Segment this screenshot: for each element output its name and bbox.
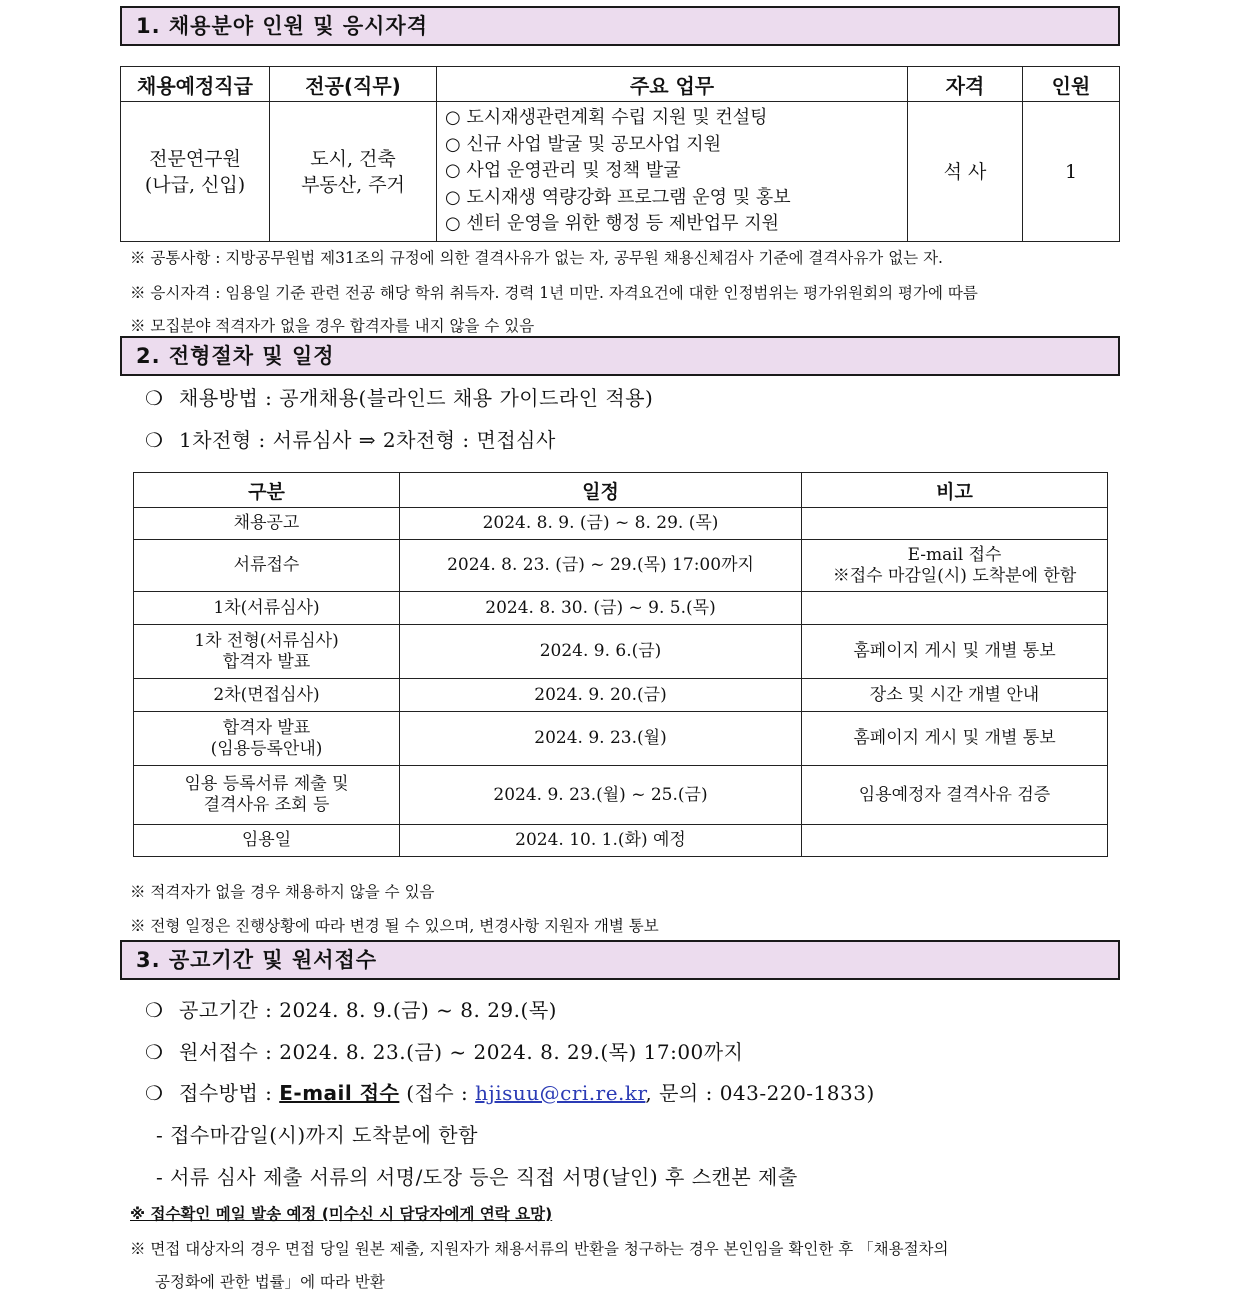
- duty-item: ○ 사업 운영관리 및 정책 발굴: [445, 160, 681, 182]
- bullet-circle-icon: ❍: [145, 1040, 164, 1064]
- table-header-row: [134, 473, 1108, 508]
- qualification-cell: 석 사: [908, 102, 1023, 242]
- header-qualification: 자격: [908, 67, 1023, 102]
- remarks-cell: 홈페이지 게시 및 개별 통보: [802, 712, 1108, 766]
- method-close: , 문의 : 043-220-1833): [645, 1081, 875, 1105]
- schedule-cell: 2024. 10. 1.(화) 예정: [400, 825, 802, 857]
- category-cell: 임용 등록서류 제출 및 결격사유 조회 등: [134, 766, 400, 825]
- duty-item: ○ 센터 운영을 위한 행정 등 제반업무 지원: [445, 213, 779, 235]
- major-line1: 도시, 건축: [310, 147, 396, 170]
- common-requirement-note: ※ 공통사항 : 지방공무원법 제31조의 규정에 의한 결격사유가 없는 자, 공무원 채용신체검사 기준에 결격사유가 없는 자.: [130, 249, 943, 267]
- major-cell: [270, 102, 437, 242]
- method-bullet: [145, 382, 653, 411]
- bullet-text: 1차전형 : 서류심사 ⇒ 2차전형 : 면접심사: [179, 428, 556, 452]
- schedule-cell: 2024. 8. 30. (금) ~ 9. 5.(목): [400, 592, 802, 625]
- schedule-cell: 2024. 9. 6.(금): [400, 625, 802, 679]
- duty-item: ○ 도시재생 역량강화 프로그램 운영 및 홍보: [445, 186, 791, 208]
- method-prefix: 접수방법 :: [179, 1081, 280, 1105]
- category-cell: 채용공고: [134, 508, 400, 540]
- table-row: [121, 102, 1120, 242]
- header-major: 전공(직무): [270, 67, 437, 102]
- bullet-circle-icon: ❍: [145, 428, 164, 452]
- document-return-note-line1: ※ 면접 대상자의 경우 면접 당일 원본 제출, 지원자가 채용서류의 반환을 청구하는 경우 본인임을 확인한 후 「채용절차의: [130, 1240, 949, 1258]
- recruitment-table: [120, 66, 1120, 242]
- document-return-note-line2: 공정화에 관한 법률」에 따라 반환: [155, 1273, 385, 1291]
- grade-line2: (나급, 신입): [144, 173, 246, 196]
- category-cell: 1차 전형(서류심사) 합격자 발표: [134, 625, 400, 679]
- bullet-circle-icon: ❍: [145, 998, 164, 1022]
- header-schedule: 일정: [400, 473, 802, 508]
- remarks-cell: 장소 및 시간 개별 안내: [802, 679, 1108, 712]
- receipt-bullet: [145, 1036, 743, 1065]
- bullet-text: 채용방법 : 공개채용(블라인드 채용 가이드라인 적용): [179, 386, 654, 410]
- header-grade: 채용예정직급: [121, 67, 270, 102]
- category-cell: 1차(서류심사): [134, 592, 400, 625]
- table-header-row: [121, 67, 1120, 102]
- table-row: [134, 679, 1108, 712]
- grade-cell: [121, 102, 270, 242]
- duty-item: ○ 신규 사업 발굴 및 공모사업 지원: [445, 133, 722, 155]
- period-bullet: [145, 994, 557, 1023]
- table-row: [134, 825, 1108, 857]
- major-line2: 부동산, 주거: [301, 173, 405, 196]
- email-link[interactable]: hjisuu@cri.re.kr: [475, 1081, 646, 1105]
- category-cell: 2차(면접심사): [134, 679, 400, 712]
- section1-title: 1. 채용분야 인원 및 응시자격: [120, 6, 1120, 46]
- grade-line1: 전문연구원: [149, 147, 241, 170]
- schedule-change-note: ※ 전형 일정은 진행상황에 따라 변경 될 수 있으며, 변경사항 지원자 개별 통보: [130, 917, 659, 935]
- method-open: (접수 :: [399, 1081, 476, 1105]
- signature-sub-item: - 서류 심사 제출 서류의 서명/도장 등은 직접 서명(날인) 후 스캔본 제출: [156, 1165, 798, 1189]
- remarks-cell: [802, 592, 1108, 625]
- table-row: [134, 712, 1108, 766]
- header-duties: 주요 업무: [437, 67, 908, 102]
- schedule-cell: 2024. 8. 23. (금) ~ 29.(목) 17:00까지: [400, 540, 802, 592]
- process-bullet: [145, 424, 556, 453]
- bullet-circle-icon: ❍: [145, 386, 164, 410]
- header-remarks: 비고: [802, 473, 1108, 508]
- schedule-cell: 2024. 9. 23.(월): [400, 712, 802, 766]
- remarks-cell: [802, 825, 1108, 857]
- bullet-text: 공고기간 : 2024. 8. 9.(금) ~ 8. 29.(목): [179, 998, 557, 1022]
- header-count: 인원: [1023, 67, 1120, 102]
- confirmation-mail-note: ※ 접수확인 메일 발송 예정 (미수신 시 담당자에게 연락 요망): [130, 1205, 553, 1223]
- remarks-cell: [802, 508, 1108, 540]
- schedule-cell: 2024. 8. 9. (금) ~ 8. 29. (목): [400, 508, 802, 540]
- category-cell: 임용일: [134, 825, 400, 857]
- header-category: 구분: [134, 473, 400, 508]
- no-candidate-note: ※ 모집분야 적격자가 없을 경우 합격자를 내지 않을 수 있음: [130, 317, 535, 335]
- table-row: [134, 766, 1108, 825]
- category-cell: 서류접수: [134, 540, 400, 592]
- table-row: [134, 508, 1108, 540]
- deadline-sub-item: - 접수마감일(시)까지 도착분에 한함: [156, 1123, 478, 1147]
- table-row: [134, 625, 1108, 679]
- bullet-text: 원서접수 : 2024. 8. 23.(금) ~ 2024. 8. 29.(목) 17:00까지: [179, 1040, 744, 1064]
- email-receipt-emphasis: E-mail 접수: [279, 1081, 400, 1105]
- schedule-cell: 2024. 9. 20.(금): [400, 679, 802, 712]
- method-bullet-line: [145, 1077, 875, 1106]
- section2-title: 2. 전형절차 및 일정: [120, 336, 1120, 376]
- remarks-cell: E-mail 접수 ※접수 마감일(시) 도착분에 한함: [802, 540, 1108, 592]
- duty-item: ○ 도시재생관련계획 수립 지원 및 컨설팅: [445, 107, 768, 129]
- bullet-circle-icon: ❍: [145, 1081, 164, 1105]
- table-row: [134, 540, 1108, 592]
- remarks-cell: 임용예정자 결격사유 검증: [802, 766, 1108, 825]
- duties-cell: [437, 102, 908, 242]
- count-cell: 1: [1023, 102, 1120, 242]
- table-row: [134, 592, 1108, 625]
- schedule-table: [133, 472, 1108, 857]
- category-cell: 합격자 발표 (임용등록안내): [134, 712, 400, 766]
- no-qualified-note: ※ 적격자가 없을 경우 채용하지 않을 수 있음: [130, 883, 435, 901]
- eligibility-note: ※ 응시자격 : 임용일 기준 관련 전공 해당 학위 취득자. 경력 1년 미만. 자격요건에 대한 인정범위는 평가위원회의 평가에 따름: [130, 284, 978, 302]
- section3-title: 3. 공고기간 및 원서접수: [120, 940, 1120, 980]
- schedule-cell: 2024. 9. 23.(월) ~ 25.(금): [400, 766, 802, 825]
- remarks-cell: 홈페이지 게시 및 개별 통보: [802, 625, 1108, 679]
